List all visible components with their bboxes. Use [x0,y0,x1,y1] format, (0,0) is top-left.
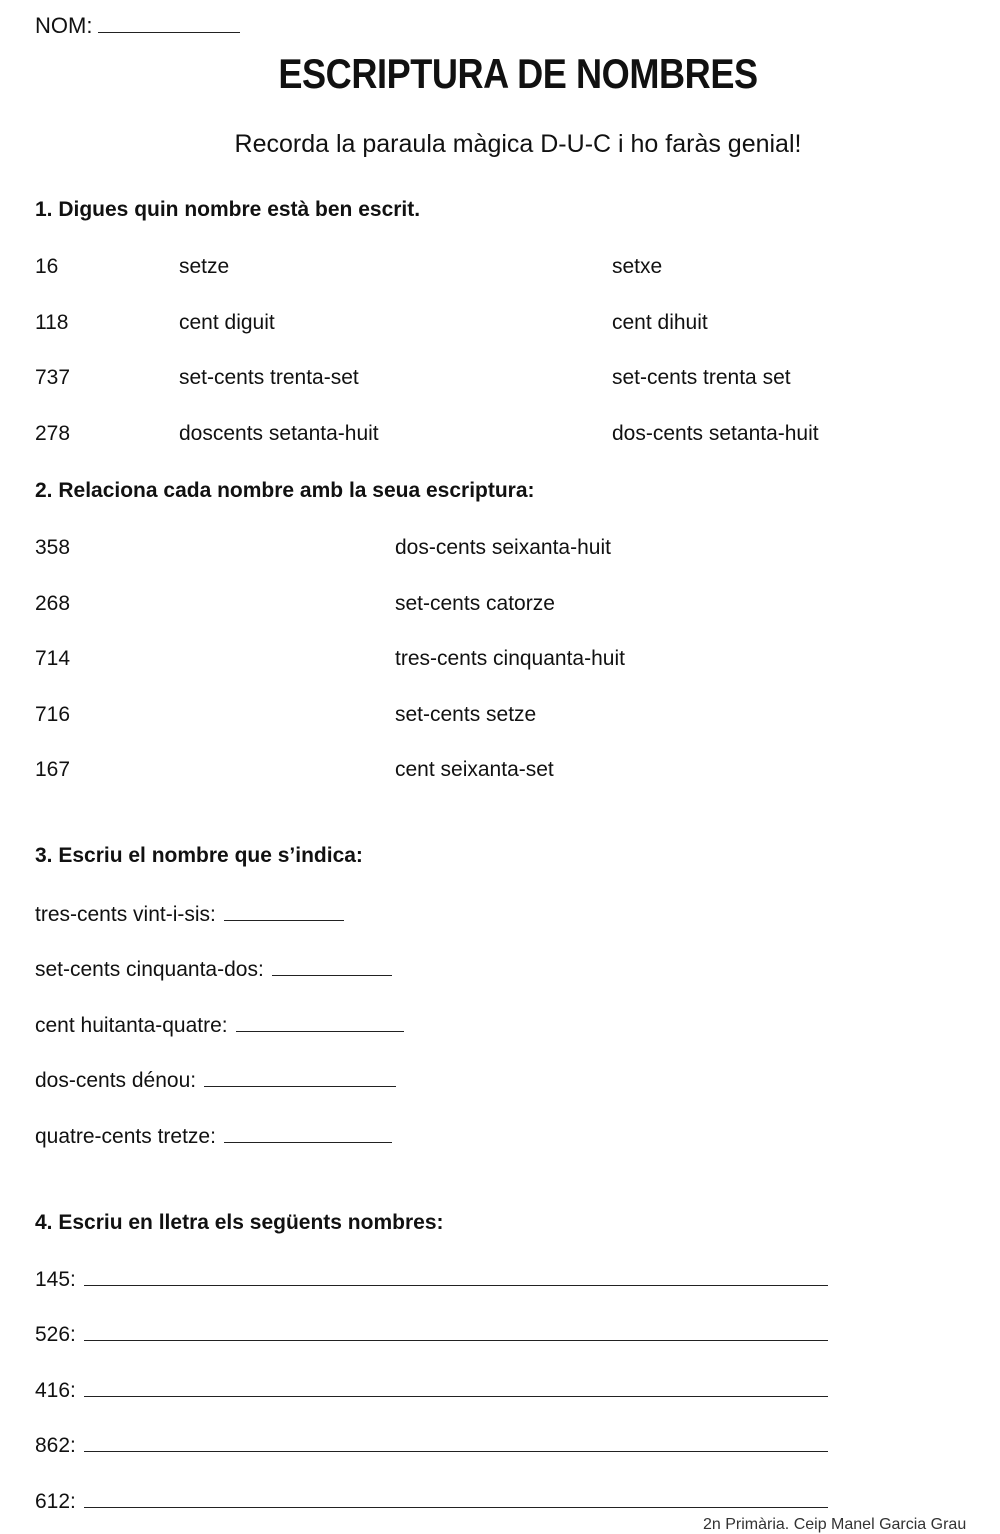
s4-answer-line[interactable] [84,1433,828,1452]
s3-item-label: set-cents cinquanta-dos: [35,958,264,981]
section3-heading: 3. Escriu el nombre que s’indica: [35,844,363,867]
s4-answer-line[interactable] [84,1322,828,1341]
s4-item [35,1378,828,1403]
s4-item [35,1433,828,1458]
s3-item [35,1124,392,1149]
s4-answer-line[interactable] [84,1267,828,1286]
s1-row-option-a[interactable]: set-cents trenta-set [179,366,359,389]
s3-answer-blank[interactable] [224,1124,392,1143]
s4-item [35,1267,828,1292]
s3-item-label: quatre-cents tretze: [35,1125,216,1148]
s2-number[interactable]: 167 [35,758,71,781]
s3-item [35,1013,404,1038]
s4-item-label: 862: [35,1434,76,1457]
section2-heading: 2. Relaciona cada nombre amb la seua escriptura: [35,479,535,502]
s3-answer-blank[interactable] [204,1068,396,1087]
s3-item-label: tres-cents vint-i-sis: [35,903,216,926]
s2-words[interactable]: set-cents setze [395,703,537,726]
s2-words[interactable]: tres-cents cinquanta-huit [395,647,625,670]
s4-item-label: 612: [35,1490,76,1513]
s2-words[interactable]: cent seixanta-set [395,758,554,781]
page-title: ESCRIPTURA DE NOMBRES [278,50,758,97]
s2-words[interactable]: dos-cents seixanta-huit [395,536,611,559]
s1-row-option-a[interactable]: setze [179,255,230,278]
s3-item [35,957,392,982]
s3-item-label: dos-cents dénou: [35,1069,197,1092]
section4-heading: 4. Escriu en lletra els següents nombres: [35,1211,444,1234]
s1-row-number: 737 [35,366,71,389]
s2-words[interactable]: set-cents catorze [395,592,555,615]
s1-row-number: 118 [35,311,69,334]
s1-row-number: 278 [35,422,71,445]
s1-row-option-b[interactable]: cent dihuit [612,311,708,334]
s3-answer-blank[interactable] [224,902,344,921]
s3-item [35,902,344,927]
name-label: NOM: [35,13,93,38]
s1-row-option-a[interactable]: doscents setanta-huit [179,422,379,445]
s4-answer-line[interactable] [84,1378,828,1397]
s2-number[interactable]: 268 [35,592,71,615]
s1-row-option-b[interactable]: dos-cents setanta-huit [612,422,819,445]
s3-answer-blank[interactable] [236,1013,404,1032]
s4-item-label: 526: [35,1323,76,1346]
s4-answer-line[interactable] [84,1489,828,1508]
s2-number[interactable]: 714 [35,647,71,670]
section1-heading: 1. Digues quin nombre està ben escrit. [35,198,421,221]
name-field [35,12,240,39]
s4-item [35,1489,828,1514]
s1-row-option-b[interactable]: setxe [612,255,663,278]
s1-row-option-a[interactable]: cent diguit [179,311,275,334]
s4-item [35,1322,828,1347]
s3-answer-blank[interactable] [272,957,392,976]
s3-item [35,1068,396,1093]
s4-item-label: 416: [35,1379,76,1402]
s2-number[interactable]: 358 [35,536,71,559]
page-subtitle: Recorda la paraula màgica D-U-C i ho faràs genial! [234,130,802,158]
s1-row-option-b[interactable]: set-cents trenta set [612,366,791,389]
s1-row-number: 16 [35,255,59,278]
s2-number[interactable]: 716 [35,703,71,726]
name-blank[interactable] [98,12,240,33]
footer-credit: 2n Primària. Ceip Manel Garcia Grau [703,1516,967,1533]
s3-item-label: cent huitanta-quatre: [35,1014,228,1037]
s4-item-label: 145: [35,1268,76,1291]
